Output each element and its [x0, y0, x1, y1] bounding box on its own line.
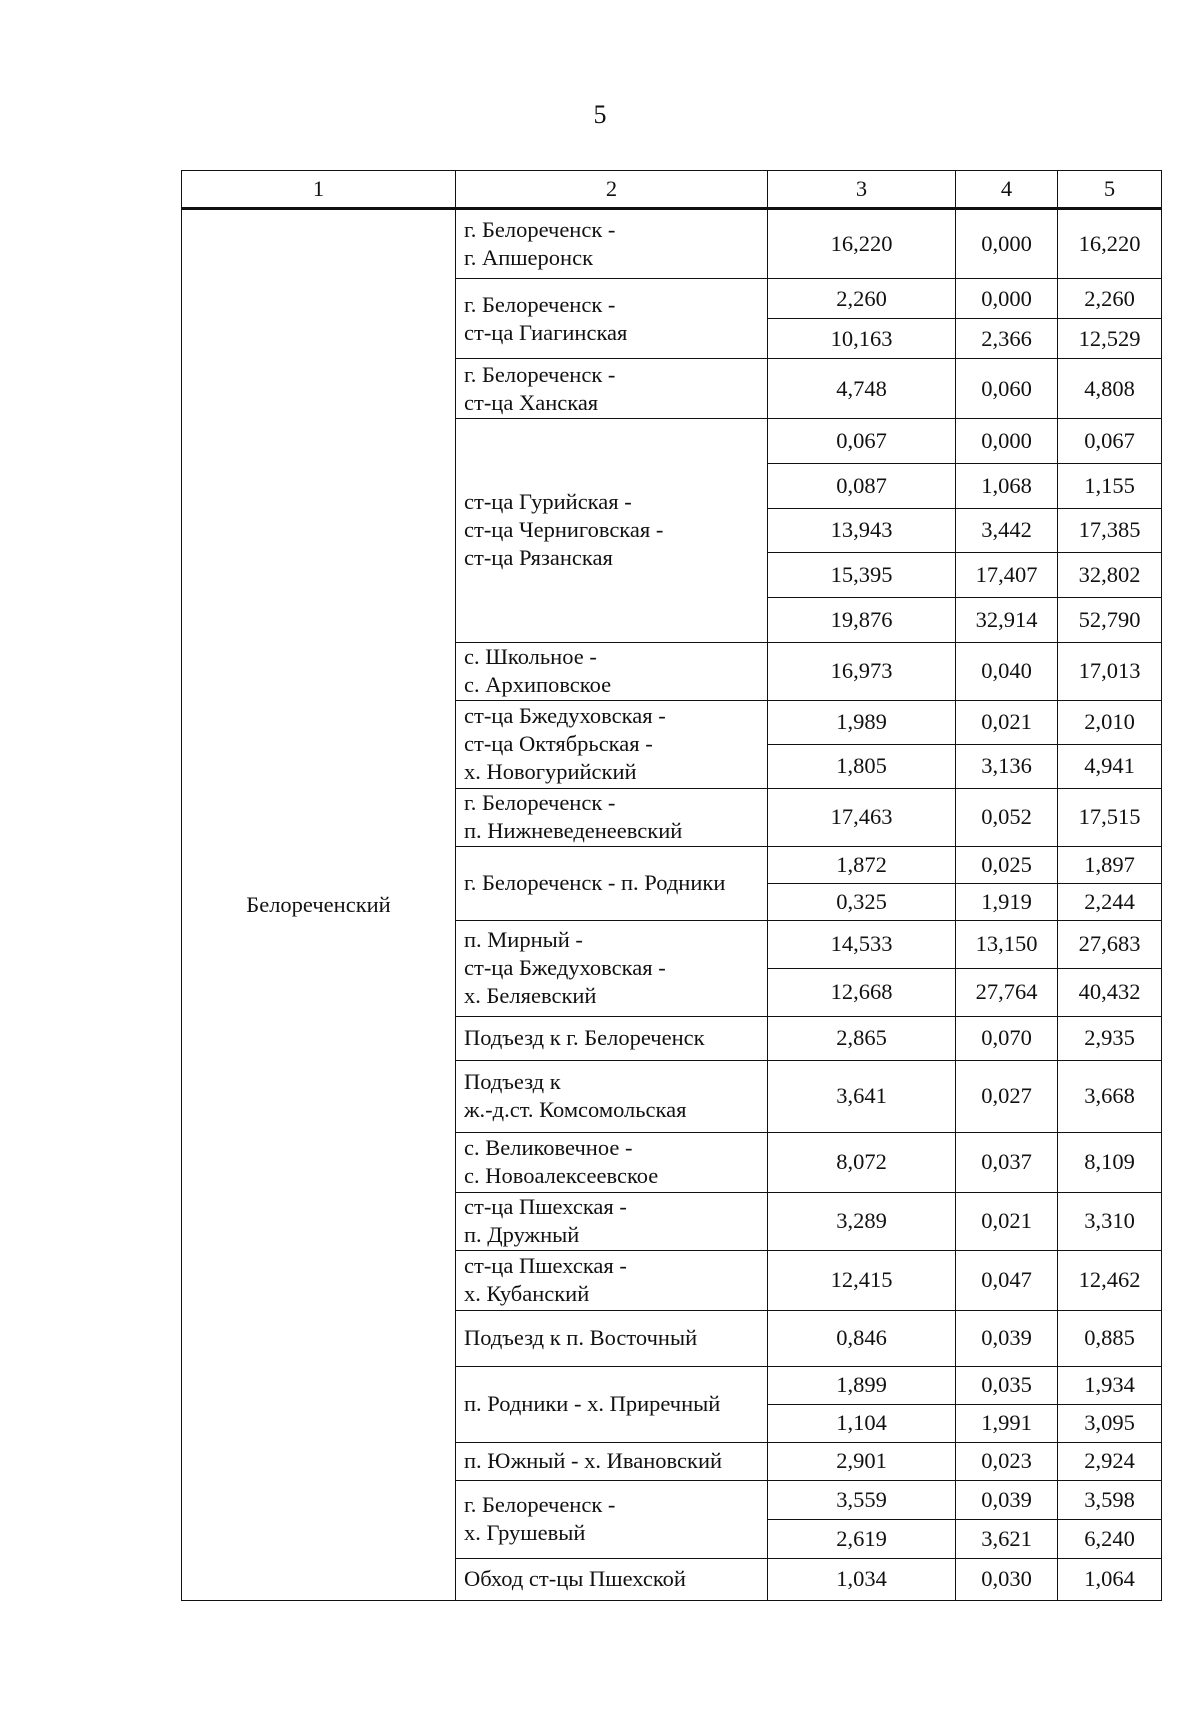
- value-col-5: 12,529: [1058, 319, 1162, 359]
- value-col-5: 1,934: [1058, 1366, 1162, 1404]
- road-name-cell: [456, 1558, 768, 1600]
- road-name-line: г. Белореченск - п. Родники: [464, 870, 726, 896]
- road-name-line: Подъезд к г. Белореченск: [464, 1025, 705, 1051]
- road-name-cell: [456, 419, 768, 643]
- value-col-5: 27,683: [1058, 920, 1162, 968]
- value-col-5: 2,924: [1058, 1442, 1162, 1480]
- value-col-4: 0,023: [956, 1442, 1058, 1480]
- value-col-3: 0,087: [768, 463, 956, 508]
- value-col-5: 2,260: [1058, 279, 1162, 319]
- road-name-line: х. Грушевый: [464, 1520, 586, 1546]
- value-col-3: 4,748: [768, 359, 956, 419]
- value-col-3: 3,559: [768, 1480, 956, 1519]
- value-col-4: 1,068: [956, 463, 1058, 508]
- value-col-3: 14,533: [768, 920, 956, 968]
- road-name-cell: [456, 1132, 768, 1192]
- value-col-5: 52,790: [1058, 598, 1162, 643]
- road-name-line: ст-ца Бжедуховская -: [464, 703, 666, 729]
- value-col-4: 3,621: [956, 1519, 1058, 1558]
- value-col-4: 13,150: [956, 920, 1058, 968]
- value-col-3: 2,260: [768, 279, 956, 319]
- value-col-3: 12,668: [768, 968, 956, 1016]
- road-name-line: ст-ца Бжедуховская -: [464, 955, 666, 981]
- header-row: [182, 171, 1162, 209]
- road-name-line: х. Беляевский: [464, 983, 597, 1009]
- road-name-line: Подъезд к: [464, 1069, 561, 1095]
- value-col-5: 4,808: [1058, 359, 1162, 419]
- value-col-5: 40,432: [1058, 968, 1162, 1016]
- road-name-cell: [456, 1310, 768, 1366]
- value-col-5: 0,067: [1058, 419, 1162, 464]
- road-name-cell: [456, 1442, 768, 1480]
- value-col-3: 8,072: [768, 1132, 956, 1192]
- value-col-3: 0,325: [768, 883, 956, 920]
- value-col-4: 32,914: [956, 598, 1058, 643]
- table-row: [182, 209, 1162, 279]
- road-name-line: ст-ца Рязанская: [464, 545, 613, 571]
- value-col-5: 1,064: [1058, 1558, 1162, 1600]
- value-col-3: 16,220: [768, 209, 956, 279]
- road-name-line: ст-ца Пшехская -: [464, 1253, 627, 1279]
- value-col-3: 2,619: [768, 1519, 956, 1558]
- value-col-3: 15,395: [768, 553, 956, 598]
- road-name-line: ж.-д.ст. Комсомольская: [464, 1097, 687, 1123]
- value-col-4: 0,035: [956, 1366, 1058, 1404]
- road-name-cell: [456, 788, 768, 846]
- road-name-cell: [456, 359, 768, 419]
- value-col-5: 1,155: [1058, 463, 1162, 508]
- road-name-line: г. Белореченск -: [464, 217, 616, 242]
- value-col-4: 0,000: [956, 419, 1058, 464]
- value-col-4: 27,764: [956, 968, 1058, 1016]
- road-name-cell: [456, 209, 768, 279]
- road-name-line: ст-ца Черниговская -: [464, 517, 664, 543]
- value-col-4: 3,136: [956, 744, 1058, 788]
- road-name-cell: [456, 1250, 768, 1310]
- value-col-4: 0,027: [956, 1060, 1058, 1132]
- road-name-cell: [456, 920, 768, 1016]
- value-col-3: 16,973: [768, 642, 956, 700]
- value-col-4: 0,039: [956, 1310, 1058, 1366]
- value-col-3: 2,901: [768, 1442, 956, 1480]
- value-col-3: 0,846: [768, 1310, 956, 1366]
- value-col-3: 0,067: [768, 419, 956, 464]
- road-name-line: ст-ца Гиагинская: [464, 319, 628, 345]
- header-col-3: 3: [768, 171, 956, 209]
- value-col-5: 32,802: [1058, 553, 1162, 598]
- value-col-4: 17,407: [956, 553, 1058, 598]
- road-name-line: п. Родники - х. Приречный: [464, 1391, 721, 1417]
- road-name-line: с. Школьное -: [464, 644, 597, 670]
- road-name-line: с. Архиповское: [464, 672, 612, 698]
- road-name-cell: [456, 700, 768, 788]
- district-cell: Белореченский: [182, 209, 456, 1601]
- value-col-5: 17,385: [1058, 508, 1162, 553]
- table-body: [182, 209, 1162, 1601]
- value-col-4: 0,021: [956, 1192, 1058, 1250]
- value-col-4: 3,442: [956, 508, 1058, 553]
- value-col-5: 2,010: [1058, 700, 1162, 744]
- road-name-line: г. Белореченск -: [464, 1492, 616, 1518]
- value-col-4: 0,000: [956, 209, 1058, 279]
- road-name-line: с. Великовечное -: [464, 1135, 633, 1161]
- header-col-2: 2: [456, 171, 768, 209]
- value-col-3: 17,463: [768, 788, 956, 846]
- value-col-5: 0,885: [1058, 1310, 1162, 1366]
- value-col-5: 12,462: [1058, 1250, 1162, 1310]
- value-col-5: 6,240: [1058, 1519, 1162, 1558]
- road-name-line: ст-ца Ханская: [464, 389, 599, 415]
- value-col-4: 0,040: [956, 642, 1058, 700]
- road-name-cell: [456, 1366, 768, 1442]
- value-col-3: 1,034: [768, 1558, 956, 1600]
- road-name-cell: [456, 1192, 768, 1250]
- value-col-4: 2,366: [956, 319, 1058, 359]
- road-name-cell: [456, 1016, 768, 1060]
- value-col-3: 2,865: [768, 1016, 956, 1060]
- value-col-3: 19,876: [768, 598, 956, 643]
- road-name-line: г. Белореченск -: [464, 291, 616, 317]
- value-col-4: 0,000: [956, 279, 1058, 319]
- road-name-line: ст-ца Гурийская -: [464, 489, 632, 515]
- value-col-5: 3,095: [1058, 1404, 1162, 1442]
- road-name-cell: [456, 1060, 768, 1132]
- value-col-4: 0,052: [956, 788, 1058, 846]
- road-name-line: п. Южный - х. Ивановский: [464, 1448, 723, 1474]
- value-col-5: 1,897: [1058, 846, 1162, 883]
- value-col-3: 12,415: [768, 1250, 956, 1310]
- value-col-3: 1,104: [768, 1404, 956, 1442]
- value-col-3: 3,289: [768, 1192, 956, 1250]
- road-name-line: ст-ца Пшехская -: [464, 1194, 627, 1220]
- road-name-line: п. Мирный -: [464, 927, 583, 953]
- value-col-3: 13,943: [768, 508, 956, 553]
- value-col-5: 17,013: [1058, 642, 1162, 700]
- road-name-cell: [456, 846, 768, 920]
- value-col-4: 0,021: [956, 700, 1058, 744]
- value-col-5: 8,109: [1058, 1132, 1162, 1192]
- value-col-5: 4,941: [1058, 744, 1162, 788]
- value-col-5: 16,220: [1058, 209, 1162, 279]
- header-col-1: 1: [182, 171, 456, 209]
- value-col-5: 3,598: [1058, 1480, 1162, 1519]
- value-col-4: 0,060: [956, 359, 1058, 419]
- value-col-4: 1,919: [956, 883, 1058, 920]
- road-name-line: п. Дружный: [464, 1222, 580, 1248]
- road-name-line: х. Новогурийский: [464, 759, 637, 785]
- road-name-line: с. Новоалексеевское: [464, 1163, 659, 1189]
- value-col-4: 1,991: [956, 1404, 1058, 1442]
- value-col-4: 0,025: [956, 846, 1058, 883]
- value-col-4: 0,070: [956, 1016, 1058, 1060]
- road-name-cell: [456, 1480, 768, 1558]
- road-name-cell: [456, 642, 768, 700]
- value-col-5: 3,310: [1058, 1192, 1162, 1250]
- value-col-3: 1,899: [768, 1366, 956, 1404]
- value-col-3: 3,641: [768, 1060, 956, 1132]
- road-name-line: п. Нижневеденеевский: [464, 818, 683, 844]
- road-name-line: г. Белореченск -: [464, 790, 616, 816]
- road-name-line: г. Апшеронск: [464, 245, 594, 270]
- value-col-5: 3,668: [1058, 1060, 1162, 1132]
- value-col-5: 2,935: [1058, 1016, 1162, 1060]
- value-col-3: 1,872: [768, 846, 956, 883]
- value-col-5: 2,244: [1058, 883, 1162, 920]
- road-name-line: Подъезд к п. Восточный: [464, 1325, 698, 1351]
- road-name-line: ст-ца Октябрьская -: [464, 731, 653, 757]
- header-col-5: 5: [1058, 171, 1162, 209]
- road-name-cell: [456, 279, 768, 359]
- road-name-line: х. Кубанский: [464, 1281, 590, 1307]
- road-name-line: г. Белореченск -: [464, 361, 616, 387]
- value-col-4: 0,047: [956, 1250, 1058, 1310]
- value-col-3: 10,163: [768, 319, 956, 359]
- value-col-5: 17,515: [1058, 788, 1162, 846]
- page-number: 5: [593, 100, 607, 129]
- value-col-3: 1,989: [768, 700, 956, 744]
- roads-table: [181, 170, 1162, 1601]
- value-col-4: 0,030: [956, 1558, 1058, 1600]
- road-name-line: Обход ст-цы Пшехской: [464, 1566, 686, 1592]
- value-col-3: 1,805: [768, 744, 956, 788]
- value-col-4: 0,037: [956, 1132, 1058, 1192]
- value-col-4: 0,039: [956, 1480, 1058, 1519]
- header-col-4: 4: [956, 171, 1058, 209]
